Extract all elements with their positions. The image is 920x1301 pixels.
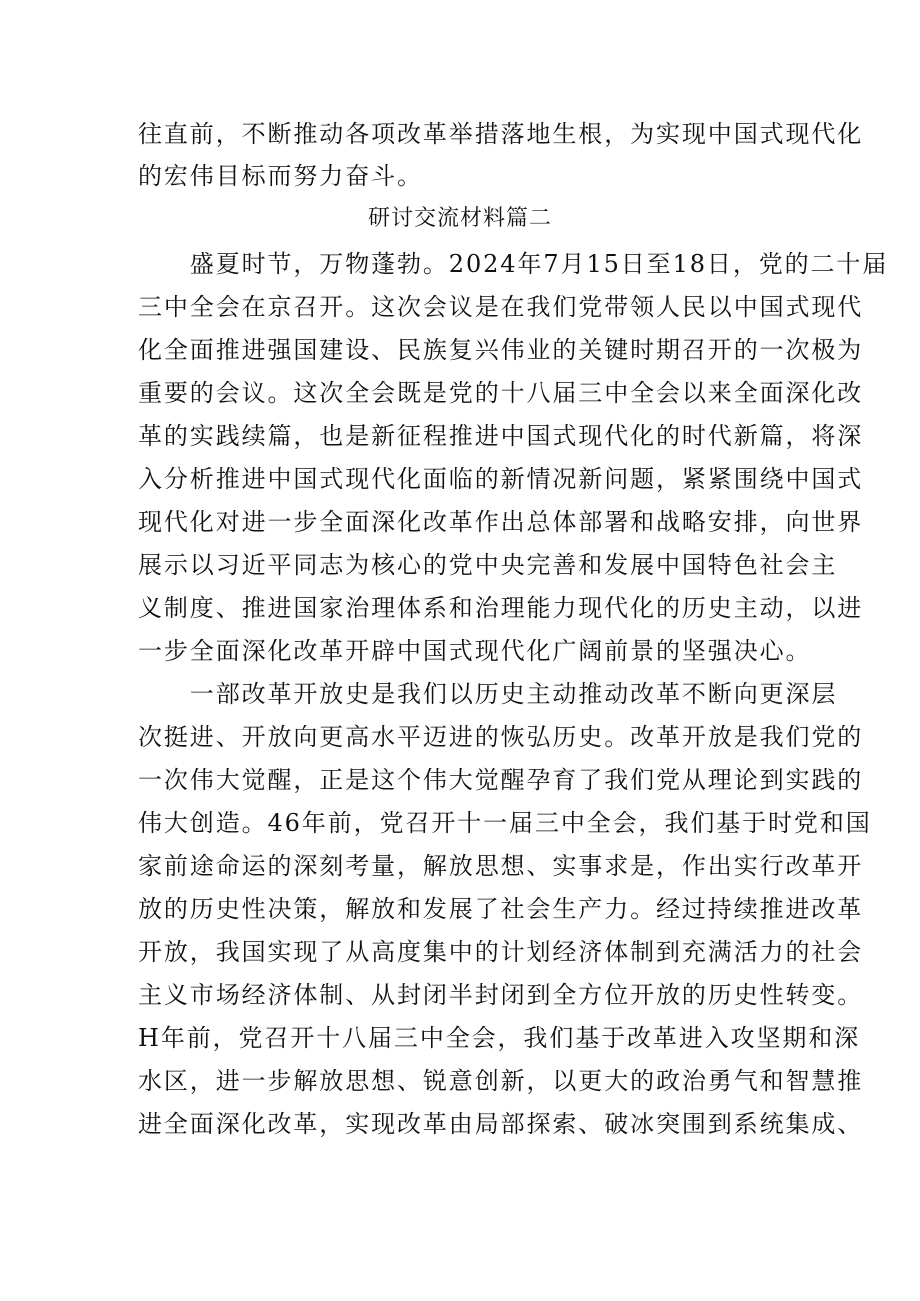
paragraph1-line: 三中全会在京召开。这次会议是在我们党带领人民以中国式现代 (138, 293, 864, 321)
intro-line-2: 的宏伟目标而努力奋斗。 (138, 162, 423, 190)
paragraph2-line: 水区，进一步解放思想、锐意创新，以更大的政治勇气和智慧推 (138, 1067, 864, 1095)
paragraph2-line: 进全面深化改革，实现改革由局部探索、破冰突围到系统集成、 (138, 1110, 864, 1138)
paragraph1-line: 一步全面深化改革开辟中国式现代化广阔前景的坚强决心。 (138, 637, 812, 665)
paragraph2-line: H年前，党召开十八届三中全会，我们基于改革进入攻坚期和深 (138, 1024, 861, 1052)
paragraph1-line: 盛夏时节，万物蓬勃。2024年7月15日至18日，党的二十届 (138, 250, 889, 278)
paragraph1-line: 义制度、推进国家治理体系和治理能力现代化的历史主动，以进 (138, 594, 864, 622)
intro-line-1: 往直前，不断推动各项改革举措落地生根，为实现中国式现代化 (138, 120, 864, 148)
paragraph2-line: 主义市场经济体制、从封闭半封闭到全方位开放的历史性转变。 (138, 981, 864, 1009)
paragraph2-line: 一次伟大觉醒，正是这个伟大觉醒孕育了我们党从理论到实践的 (138, 766, 864, 794)
paragraph2-line: 家前途命运的深刻考量，解放思想、实事求是，作出实行改革开 (138, 852, 864, 880)
paragraph2-line: 开放，我国实现了从高度集中的计划经济体制到充满活力的社会 (138, 938, 864, 966)
paragraph1-line: 化全面推进强国建设、民族复兴伟业的关键时期召开的一次极为 (138, 336, 864, 364)
paragraph2-line: 伟大创造。46年前，党召开十一届三中全会，我们基于时党和国 (138, 809, 872, 837)
paragraph1-line: 革的实践续篇，也是新征程推进中国式现代化的时代新篇，将深 (138, 422, 864, 450)
paragraph1-line: 入分析推进中国式现代化面临的新情况新问题，紧紧围绕中国式 (138, 465, 864, 493)
paragraph2-line: 次挺进、开放向更高水平迈进的恢弘历史。改革开放是我们党的 (138, 723, 864, 751)
paragraph1-line: 展示以习近平同志为核心的党中央完善和发展中国特色社会主 (138, 551, 838, 579)
paragraph1-line: 重要的会议。这次全会既是党的十八届三中全会以来全面深化改 (138, 379, 864, 407)
section-title: 研讨交流材料篇二 (367, 206, 552, 231)
paragraph1-line: 现代化对进一步全面深化改革作出总体部署和战略安排，向世界 (138, 508, 864, 536)
paragraph2-line: 放的历史性决策，解放和发展了社会生产力。经过持续推进改革 (138, 895, 864, 923)
paragraph2-line: 一部改革开放史是我们以历史主动推动改革不断向更深层 (138, 680, 838, 708)
